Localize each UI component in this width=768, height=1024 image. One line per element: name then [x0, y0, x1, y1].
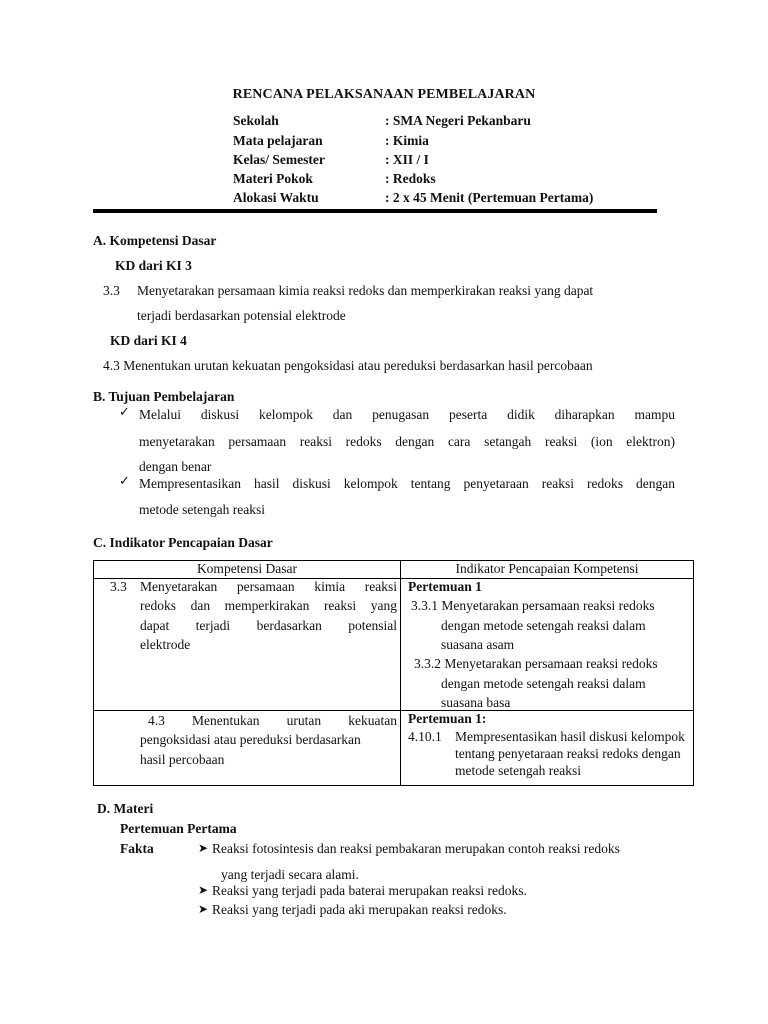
header-value-topic: : Redoks [385, 171, 436, 186]
goal-2-line1: Mempresentasikan hasil diskusi kelompok tentang penyetaraan reaksi redoks dengan [139, 476, 675, 491]
header-label-subject: Mata pelajaran [233, 133, 323, 148]
arrow-bullet-icon: ➤ [198, 883, 209, 897]
section-a-heading: A. Kompetensi Dasar [93, 233, 217, 248]
fact-3: Reaksi yang terjadi pada aki merupakan reaksi redoks. [212, 902, 507, 917]
indicator-line: tentang penyetaraan reaksi redoks dengan [455, 746, 681, 761]
header-value-time: : 2 x 45 Menit (Pertemuan Pertama) [385, 190, 594, 205]
kd-line: 4.3 Menentukan urutan kekuatan [148, 713, 397, 728]
fakta-label: Fakta [120, 841, 154, 856]
col-header-indicator: Indikator Pencapaian Kompetensi [401, 561, 694, 579]
kd43-text: 4.3 Menentukan urutan kekuatan pengoksidasi atau pereduksi berdasarkan hasil percobaan [103, 358, 593, 373]
kd33-number: 3.3 [103, 283, 120, 298]
meeting-label: Pertemuan 1: [408, 711, 487, 726]
indicator-line: 3.3.1 Menyetarakan persamaan reaksi redoks [411, 598, 655, 613]
header-label-school: Sekolah [233, 113, 279, 128]
section-b-heading: B. Tujuan Pembelajaran [93, 389, 235, 404]
kd-line: dapat terjadi berdasarkan potensial [140, 618, 397, 633]
fact-1-line1: Reaksi fotosintesis dan reaksi pembakaran merupakan contoh reaksi redoks [212, 841, 620, 856]
indicator-table [93, 560, 694, 786]
goal-2-line2: metode setengah reaksi [139, 502, 265, 517]
indicator-line: metode setengah reaksi [455, 763, 581, 778]
goal-1-line1: Melalui diskusi kelompok dan penugasan peserta didik diharapkan mampu [139, 407, 675, 422]
meeting-label: Pertemuan 1 [408, 579, 482, 594]
indicator-number: 4.10.1 [408, 729, 442, 744]
header-divider [93, 209, 657, 213]
indicator-line: Mempresentasikan hasil diskusi kelompok [455, 729, 685, 744]
fact-2: Reaksi yang terjadi pada baterai merupakan reaksi redoks. [212, 883, 527, 898]
indicator-line: 3.3.2 Menyetarakan persamaan reaksi redoks [414, 656, 658, 671]
arrow-bullet-icon: ➤ [198, 841, 209, 855]
checkmark-icon: ✓ [119, 473, 130, 488]
table-row [94, 711, 694, 786]
ki3-heading: KD dari KI 3 [115, 258, 192, 273]
kd-line: elektrode [140, 637, 191, 652]
table-row [94, 579, 694, 711]
col-header-kd: Kompetensi Dasar [94, 561, 401, 579]
kd-number: 3.3 [110, 579, 127, 594]
kd-line: Menyetarakan persamaan kimia reaksi [140, 579, 397, 594]
indicator-line: dengan metode setengah reaksi dalam [441, 618, 646, 633]
indicator-line: suasana asam [441, 637, 515, 652]
kd33-text-line1: Menyetarakan persamaan kimia reaksi redoks dan memperkirakan reaksi yang dapat [137, 283, 594, 298]
header-value-school: : SMA Negeri Pekanbaru [385, 113, 531, 128]
goal-1-line3: dengan benar [139, 459, 212, 474]
kd-line: pengoksidasi atau pereduksi berdasarkan [140, 732, 361, 747]
indicator-line: dengan metode setengah reaksi dalam [441, 676, 646, 691]
indicator-line: suasana basa [441, 695, 511, 710]
kd-line: redoks dan memperkirakan reaksi yang [140, 598, 397, 613]
header-value-class: : XII / I [385, 152, 429, 167]
header-value-subject: : Kimia [385, 133, 429, 148]
kd-line: hasil percobaan [140, 752, 225, 767]
goal-1-line2: menyetarakan persamaan reaksi redoks dengan cara setangah reaksi (ion elektron) [139, 434, 675, 449]
header-label-topic: Materi Pokok [233, 171, 313, 186]
section-c-heading: C. Indikator Pencapaian Dasar [93, 535, 273, 550]
section-d-heading: D. Materi [97, 801, 154, 816]
ki4-heading: KD dari KI 4 [110, 333, 187, 348]
document-title: RENCANA PELAKSANAAN PEMBELAJARAN [232, 87, 536, 102]
checkmark-icon: ✓ [119, 404, 130, 419]
fact-1-line2: yang terjadi secara alami. [221, 867, 359, 882]
arrow-bullet-icon: ➤ [198, 902, 209, 916]
header-label-time: Alokasi Waktu [233, 190, 319, 205]
meeting-subheading: Pertemuan Pertama [120, 821, 237, 836]
table-header-row [94, 561, 694, 579]
kd33-text-line2: terjadi berdasarkan potensial elektrode [137, 308, 346, 323]
header-label-class: Kelas/ Semester [233, 152, 325, 167]
